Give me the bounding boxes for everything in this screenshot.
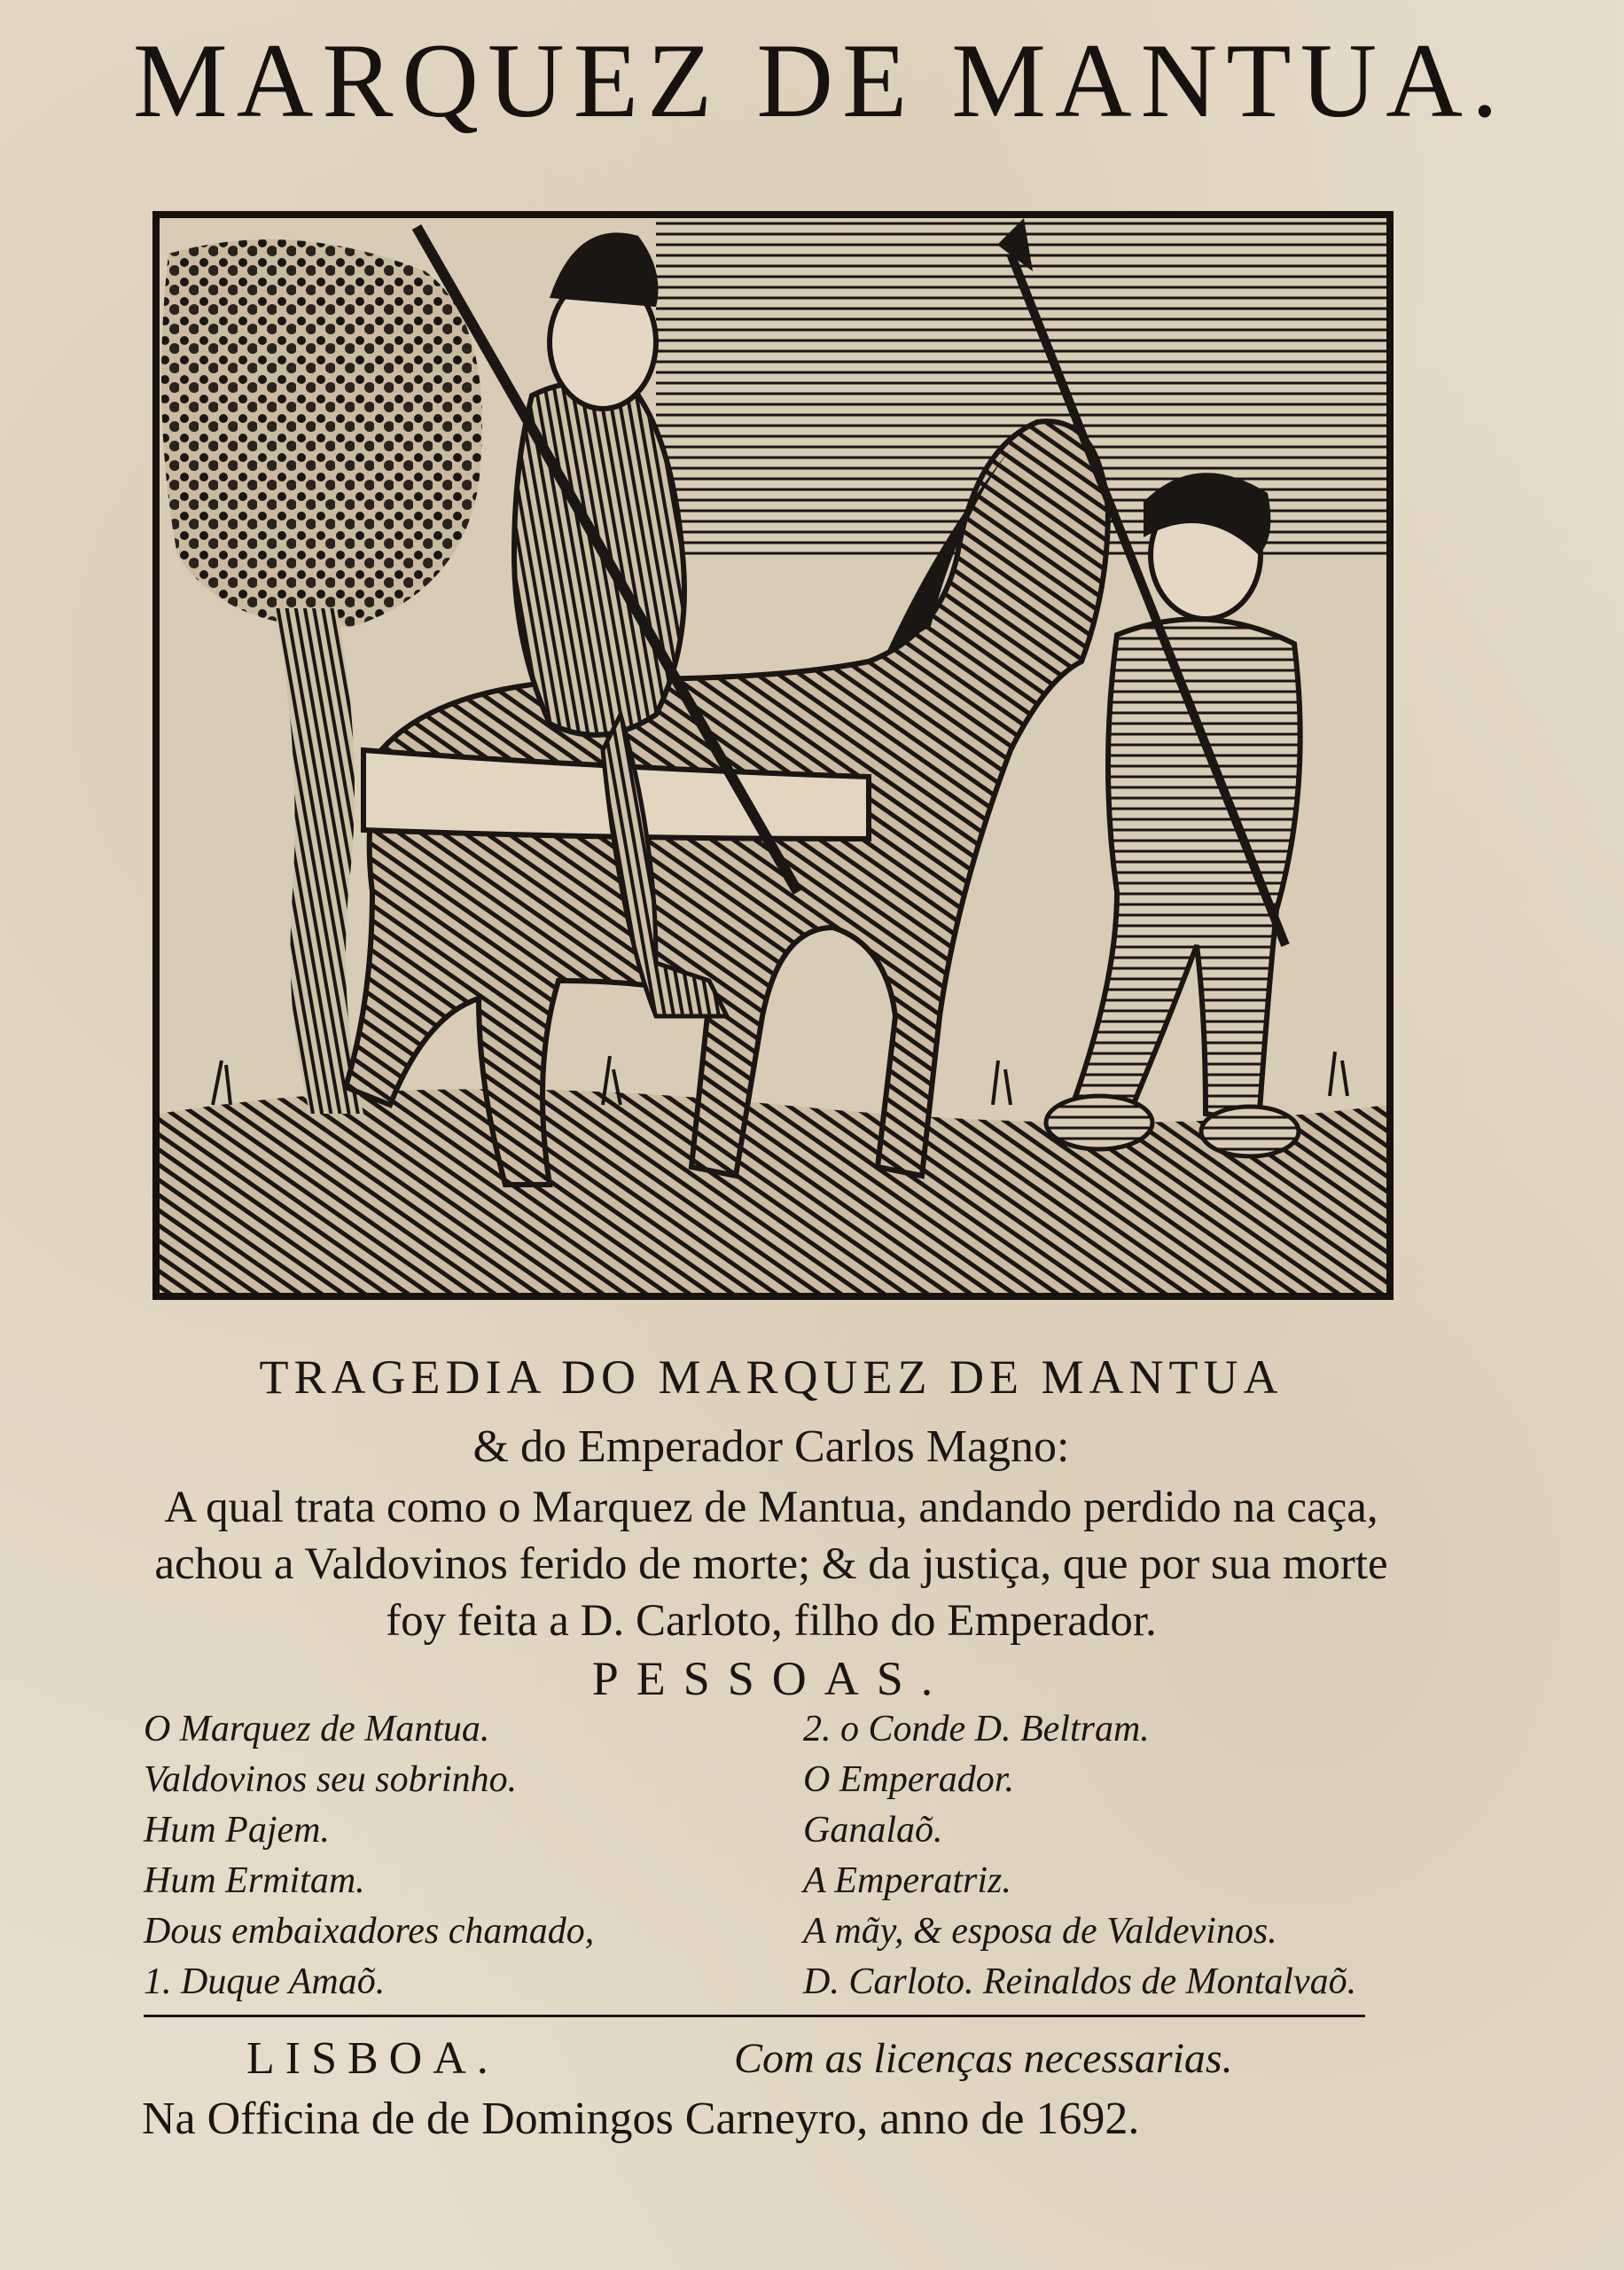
tragedy-heading: TRAGEDIA DO MARQUEZ DE MANTUA (259, 1350, 1284, 1404)
squire-left-foot (1046, 1096, 1152, 1149)
person-entry: Hum Pajem. (144, 1810, 330, 1851)
person-entry: Dous embaixadores chamado, (144, 1911, 595, 1952)
woodcut-image (160, 218, 1386, 1293)
tree-canopy (161, 239, 482, 627)
woodcut-illustration (152, 211, 1394, 1300)
knight-plume (550, 232, 659, 307)
page-title: MARQUEZ DE MANTUA. (133, 21, 1507, 139)
persons-heading: PESSOAS. (591, 1652, 951, 1705)
tree-trunk (275, 608, 363, 1114)
person-entry: A Emperatriz. (803, 1860, 1011, 1901)
divider-rule (144, 2015, 1365, 2017)
imprint-place: LISBOA. (246, 2033, 499, 2084)
person-entry: D. Carloto. Reinaldos de Montalvaõ. (803, 1961, 1357, 2002)
person-entry: O Marquez de Mantua. (144, 1709, 490, 1749)
persons-list-left (144, 1704, 835, 2008)
tragedy-subtitle: & do Emperador Carlos Magno: (472, 1421, 1070, 1472)
imprint-license: Com as licenças necessarias. (734, 2035, 1233, 2082)
person-entry: Hum Ermitam. (144, 1860, 365, 1901)
squire-right-foot (1201, 1107, 1299, 1156)
tragedy-description: A qual trata como o Marquez de Mantua, andando perdido na caça, achou a Valdovinos ferido de morte; & da justiça, que por sua morte foy feita a D. Carloto, filho do Emperador. (154, 1483, 1388, 1646)
ground (160, 1089, 1386, 1293)
person-entry: A mãy, & esposa de Valdevinos. (803, 1911, 1277, 1952)
person-entry: 2. o Conde D. Beltram. (803, 1709, 1150, 1749)
person-entry: Ganalaõ. (803, 1810, 943, 1851)
imprint-printer: Na Officina de de Domingos Carneyro, anno de 1692. (142, 2094, 1140, 2144)
person-entry: O Emperador. (803, 1759, 1014, 1800)
persons-list-right (803, 1704, 1424, 2008)
person-entry: Valdovinos seu sobrinho. (144, 1759, 518, 1800)
person-entry: 1. Duque Amaõ. (144, 1961, 386, 2002)
